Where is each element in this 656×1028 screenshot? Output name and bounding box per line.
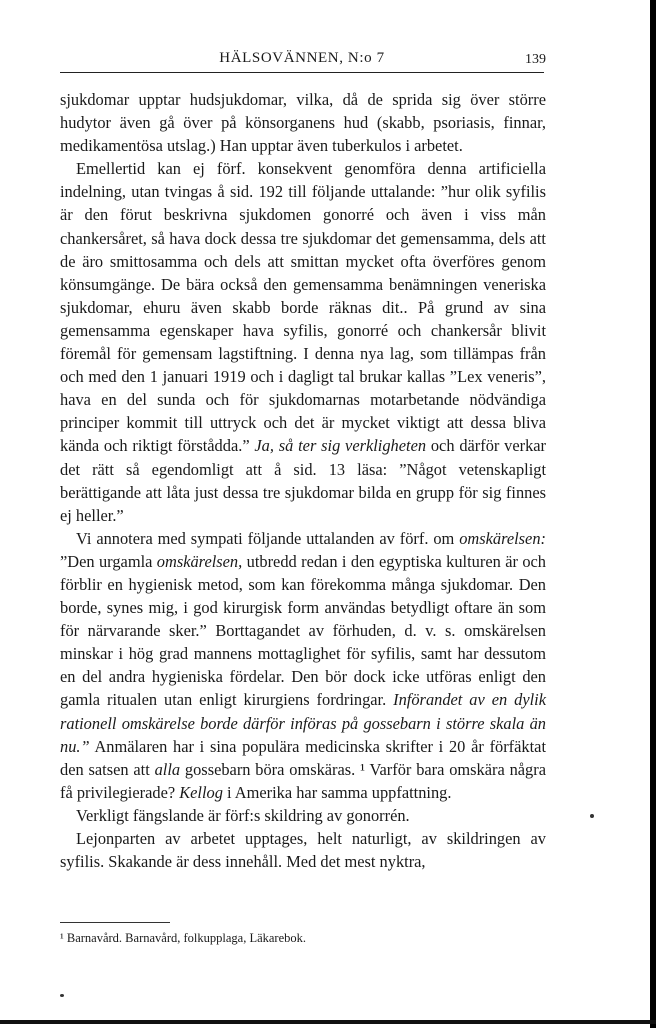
text-segment: och därför verkar det rätt så egendomligt att å sid. 13 läsa: ”Något vetenskapligt berättigande att låta just dessa tre sjukdomar bilda en grupp för sig finnes ej heller.” — [60, 436, 547, 525]
text-segment: Emellertid kan ej förf. konsekvent genomföra denna artificiella indelning, utan tvingas å sid. 192 till följande uttalande: ”hur olik syfilis är den förut beskrivna sjukdomen gonorré och även i viss mån chankersåret, så hava dock dessa tre sjukdomar det gemensamma, dels att de äro smittosamma och dels att smittan mycket ofta överföres genom könsumgänge. De bära också den gemensamma benämningen veneriska sjukdomar, ehuru även skabb borde räknas dit.. På grund av sina gemensamma egenskaper hava syfilis, gonorré och chankersår blivit föremål för gemensam lagstiftning. I denna nya lag, som tillämpas från och med den 1 januari 1919 och i dagligt tal brukar kallas ”Lex veneris”, hava en del sunda och för sjukdomarnas motarbetande nödvändiga principer kommit till uttryck och det är mycket viktigt att dessa bliva kända och riktigt förstådda.” — [60, 159, 546, 456]
paragraph-4 — [60, 804, 546, 827]
margin-mark — [60, 994, 64, 997]
text-segment: Verkligt fängslande är förf:s skildring av gonorrén. — [76, 805, 410, 825]
body-text — [60, 88, 546, 873]
running-header — [60, 50, 544, 73]
running-title: HÄLSOVÄNNEN, N:o 7 — [219, 50, 385, 66]
paragraph-1 — [60, 88, 546, 157]
scan-edge — [0, 1020, 656, 1024]
text-segment: Vi annotera med sympati följande uttalanden av förf. om — [76, 528, 460, 548]
text-segment: sjukdomar upptar hudsjukdomar, vilka, då de sprida sig över större hudytor även gå över på könsorganens hud (skabb, psoriasis, finnar, medikamentösa utslag.) Han upptar även tuberkulos i arbetet. — [60, 90, 546, 156]
footnote: ¹ Barnavård. Barnavård, folkupplaga, Läkarebok. — [60, 931, 307, 945]
text-segment: utbredd redan i den egyptiska kulturen är och förblir en hygienisk metod, som kan förekomma många sjukdomar. Den borde, synes mig, i god kirurgisk form användas betydligt oftare än som för närvarande sker.” Borttagandet av förhuden, d. v. s. omskärelsen minskar i hög grad mannens mottaglighet för syfilis, samt har dessutom en del andra hygieniska fördelar. Den bör dock icke utföras enligt den gamla ritualen utan enligt kirurgiens fordringar. — [60, 551, 546, 710]
text-segment: ”Den urgamla — [60, 551, 157, 571]
italic-segment: Införandet av en dylik rationell omskärelse borde därför införas på gossebarn i större skala än nu.” — [60, 690, 546, 756]
page-number: 139 — [525, 52, 546, 67]
italic-segment: alla — [154, 759, 181, 779]
italic-segment: omskärelsen, — [156, 551, 243, 571]
italic-segment: Kellog — [179, 782, 223, 802]
paragraph-2 — [60, 157, 546, 527]
text-segment: i Amerika har samma uppfattning. — [222, 782, 452, 802]
margin-mark — [590, 814, 594, 818]
footnote-rule — [60, 922, 170, 923]
paragraph-3 — [60, 527, 546, 804]
page-edge — [650, 0, 656, 1028]
italic-segment: Ja, så ter sig verkligheten — [254, 436, 427, 456]
text-segment: gossebarn böra omskäras. ¹ Varför bara omskära några få privilegierade? — [60, 759, 546, 802]
text-segment: Anmälaren har i sina populära medicinska skrifter i 20 år förfäktat den satsen att — [60, 736, 546, 779]
paragraph-5 — [60, 827, 546, 873]
italic-segment: omskärelsen: — [459, 528, 546, 548]
text-segment: Lejonparten av arbetet upptages, helt naturligt, av skildringen av syfilis. Skakande är dess innehåll. Med det mest nyktra, — [60, 829, 546, 872]
